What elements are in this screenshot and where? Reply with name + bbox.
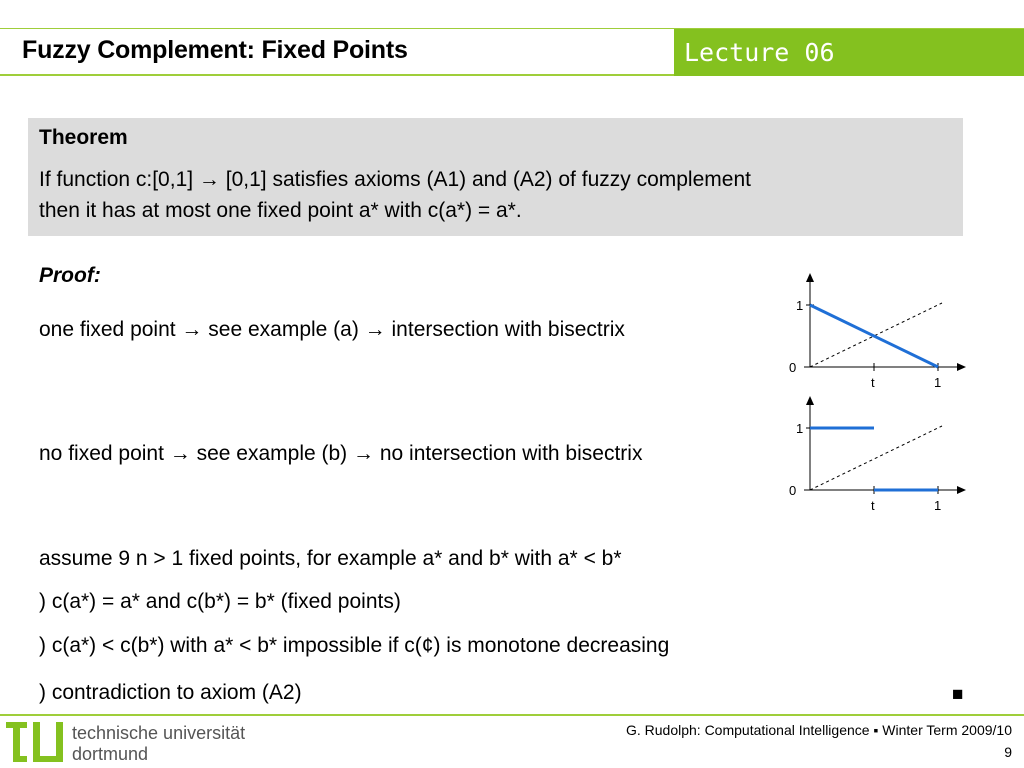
graph-b-y-label-zero: 0 bbox=[789, 483, 797, 498]
graph-a-y-label-zero: 0 bbox=[789, 360, 797, 375]
theorem-line-1: If function c:[0,1] → [0,1] satisfies axioms (A1) and (A2) of fuzzy complement bbox=[39, 168, 751, 191]
graph-b-bisectrix bbox=[810, 426, 942, 490]
proof-line-example-a: one fixed point → see example (a) → intersection with bisectrix bbox=[39, 318, 625, 341]
footer-rule bbox=[0, 714, 1024, 716]
proof-label: Proof: bbox=[39, 264, 101, 287]
proof-line-contradiction: ) contradiction to axiom (A2) bbox=[39, 681, 302, 704]
graph-a-y-arrow-icon bbox=[806, 273, 814, 282]
graph-b-x-label-one: 1 bbox=[934, 498, 942, 513]
university-name-line-2: dortmund bbox=[72, 744, 149, 764]
graph-a-bisectrix bbox=[810, 303, 942, 367]
slide-title: Fuzzy Complement: Fixed Points bbox=[22, 36, 408, 64]
university-name bbox=[72, 723, 245, 765]
university-name-line-1: technische universität bbox=[72, 723, 246, 743]
graph-b-y-label-one: 1 bbox=[796, 421, 804, 436]
proof-line-assume: assume 9 n > 1 fixed points, for example a* and b* with a* < b* bbox=[39, 547, 622, 570]
theorem-box bbox=[28, 118, 963, 236]
graph-a-y-label-one: 1 bbox=[796, 298, 804, 313]
qed-square-icon: ■ bbox=[952, 684, 964, 705]
header-bottom-rule bbox=[0, 74, 674, 76]
theorem-text bbox=[39, 164, 952, 226]
graph-example-b bbox=[782, 393, 972, 518]
graph-example-a bbox=[782, 270, 972, 395]
proof-line-fixed-points: ) c(a*) = a* and c(b*) = b* (fixed points) bbox=[39, 590, 401, 613]
proof-line-monotone: ) c(a*) < c(b*) with a* < b* impossible if c(¢) is monotone decreasing bbox=[39, 634, 670, 657]
graph-a-x-arrow-icon bbox=[957, 363, 966, 371]
theorem-line-2: then it has at most one fixed point a* with c(a*) = a*. bbox=[39, 199, 522, 222]
theorem-heading: Theorem bbox=[39, 126, 128, 149]
graph-b-x-arrow-icon bbox=[957, 486, 966, 494]
graph-b-y-arrow-icon bbox=[806, 396, 814, 405]
page-number: 9 bbox=[1004, 744, 1012, 760]
footer-credit: G. Rudolph: Computational Intelligence ▪ Winter Term 2009/10 bbox=[625, 722, 1012, 738]
graph-a-x-label-one: 1 bbox=[934, 375, 942, 390]
tu-logo-icon bbox=[6, 720, 68, 764]
proof-line-example-b: no fixed point → see example (b) → no intersection with bisectrix bbox=[39, 442, 643, 465]
graph-a-x-label-t: t bbox=[871, 375, 875, 390]
graph-b-x-label-t: t bbox=[871, 498, 875, 513]
lecture-badge: Lecture 06 bbox=[674, 29, 1024, 76]
